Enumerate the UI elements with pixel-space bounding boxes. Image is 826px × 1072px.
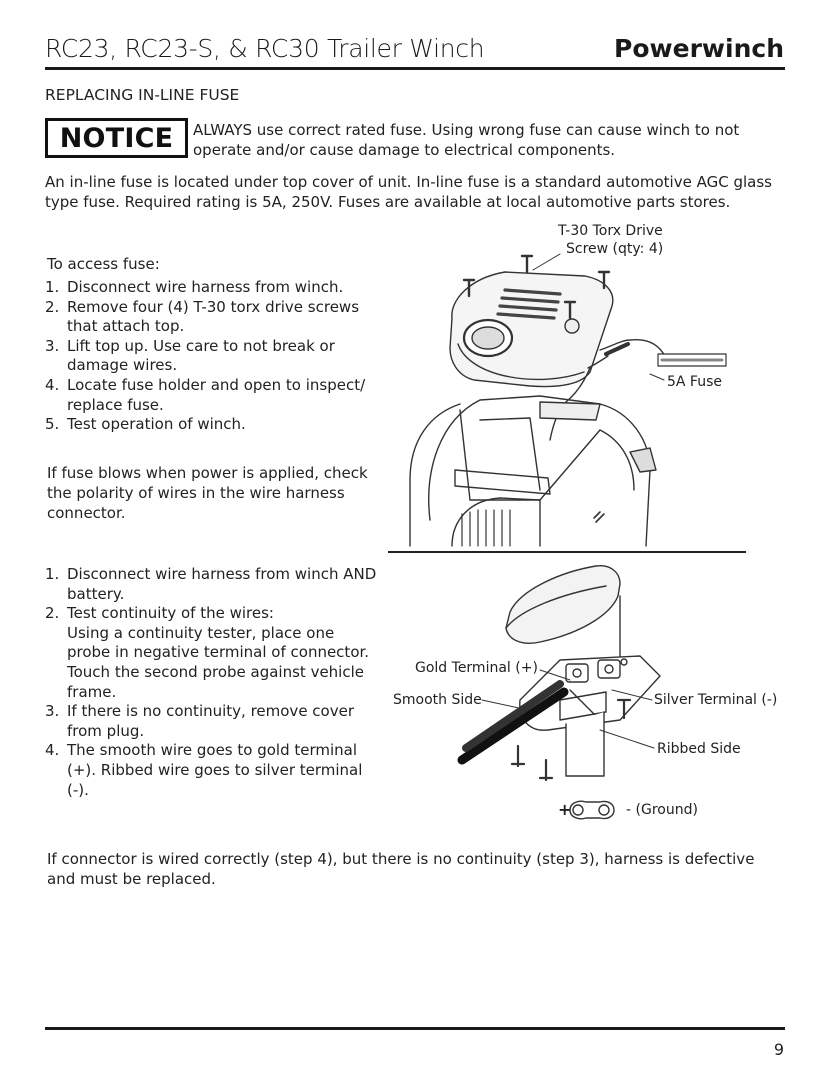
step-text: Lift top up. Use care to not break or damage wires. [67,336,335,375]
step-number: 3. [45,702,60,721]
label-gold-terminal: Gold Terminal (+) [415,660,538,676]
header-title: RC23, RC23-S, & RC30 Trailer Winch [45,34,485,63]
step-text: Locate fuse holder and open to inspect/ replace fuse. [67,375,366,414]
fuse-blow-note: If fuse blows when power is applied, check the polarity of wires in the wire harness connector. [47,464,368,522]
notice-word: NOTICE [59,122,174,154]
winch-exploded-illustration [410,254,726,546]
step-text: If there is no continuity, remove cover from plug. [67,702,355,740]
label-silver-terminal: Silver Terminal (-) [654,692,778,708]
connector-illustration [462,566,660,819]
step-text: Disconnect wire harness from winch AND battery. [67,565,377,603]
ground-plug-icon [570,801,614,818]
label-ground: - (Ground) [626,802,698,818]
fuse-icon [658,354,726,366]
notice-text: ALWAYS use correct rated fuse. Using wrong fuse can cause winch to not operate and/or cause damage to electrical components. [193,121,740,159]
step-text: Disconnect wire harness from winch. [67,278,344,296]
step-subtext: Using a continuity tester, place one probe in negative terminal of connector. Touch the second probe against vehicle frame. [67,623,370,701]
intro-paragraph: An in-line fuse is located under top cover of unit. In-line fuse is a standard automotive AGC glass type fuse. Required rating is 5A, 250V. Fuses are available at local automotive parts stores. [45,173,772,211]
step-text: Test operation of winch. [67,415,246,434]
step-text: The smooth wire goes to gold terminal (+). Ribbed wire goes to silver terminal (-). [67,741,363,799]
step-text: Test continuity of the wires: [67,604,274,623]
page-number: 9 [773,1040,784,1059]
label-fuse: 5A Fuse [667,374,723,390]
step-number: 4. [45,741,60,760]
step-text: Remove four (4) T-30 torx drive screws that attach top. [67,297,360,336]
label-ribbed-side: Ribbed Side [657,741,741,757]
access-title: To access fuse: [47,255,160,273]
label-plus: + [558,800,572,819]
final-note: If connector is wired correctly (step 4), but there is no continuity (step 3), harness is defective and must be replaced. [47,850,755,888]
label-torx-screw-line2: Screw (qty: 4) [566,241,664,257]
step-number: 5. [45,415,60,434]
label-torx-screw-line1: T-30 Torx Drive [558,223,663,239]
step-number: 1. [45,278,60,296]
footer-rule [45,1027,785,1030]
step-number: 4. [45,375,60,394]
step-number: 3. [45,336,60,355]
section-title: REPLACING IN-LINE FUSE [45,86,240,104]
label-smooth-side: Smooth Side [393,692,482,708]
step-number: 2. [45,297,60,316]
brand-name: Powerwinch [614,34,784,63]
step-number: 2. [45,604,60,623]
step-number: 1. [45,565,60,583]
